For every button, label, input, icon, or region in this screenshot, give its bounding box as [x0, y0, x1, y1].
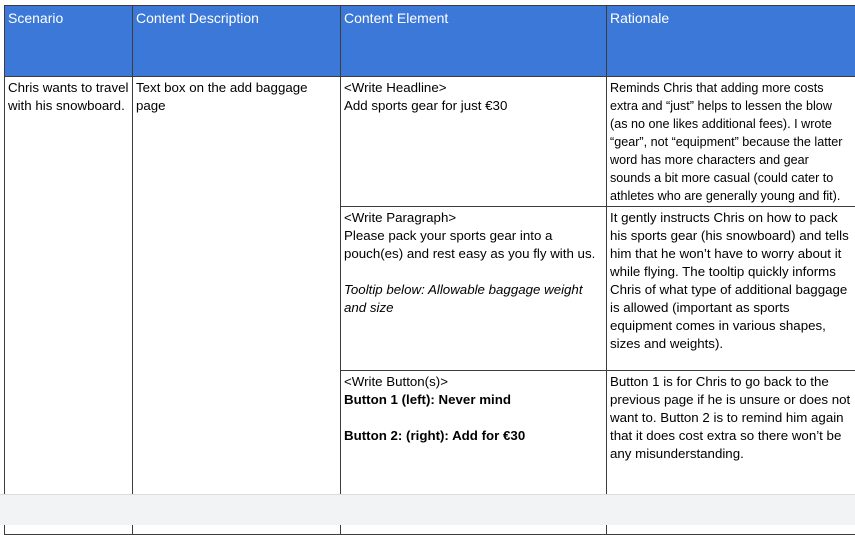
button-1-text: Button 1 (left): Never mind	[344, 391, 603, 409]
element-text: Please pack your sports gear into a pouch(es) and rest easy as you fly with us.	[344, 227, 603, 263]
content-description-cell[interactable]: Text box on the add baggage page	[133, 77, 341, 535]
button-2-text: Button 2: (right): Add for €30	[344, 427, 603, 445]
element-tag: <Write Button(s)>	[344, 373, 603, 391]
table-row	[5, 77, 855, 207]
header-content-element[interactable]: Content Element	[341, 6, 607, 77]
rationale-cell-paragraph[interactable]: It gently instructs Chris on how to pack his sports gear (his snowboard) and tells him that he won’t have to worry about it while flying. The tooltip quickly informs Chris of what type of additional baggage is allowed (important as sports equipment comes in various shapes, sizes and weights).	[607, 207, 855, 371]
content-table	[4, 5, 855, 535]
header-row	[5, 6, 855, 77]
header-content-description[interactable]: Content Description	[133, 6, 341, 77]
element-cell-headline[interactable]	[341, 77, 607, 207]
header-scenario[interactable]: Scenario	[5, 6, 133, 77]
element-cell-buttons[interactable]	[341, 371, 607, 504]
element-cell-paragraph[interactable]	[341, 207, 607, 371]
rationale-cell-buttons[interactable]: Button 1 is for Chris to go back to the previous page if he is unsure or does not want to. Button 2 is to remind him again that it does cost extra so there won’t be any misunderstanding.	[607, 371, 855, 504]
header-rationale[interactable]: Rationale	[607, 6, 855, 77]
scenario-cell[interactable]: Chris wants to travel with his snowboard.	[5, 77, 133, 535]
rationale-cell-headline[interactable]: Reminds Chris that adding more costs extra and “just” helps to lessen the blow (as no one likes additional fees). I wrote “gear”, not “equipment” because the latter word has more characters and gear sounds a bit more casual (could cater to athletes who are generally young and fit).	[607, 77, 855, 207]
bottom-toolbar	[0, 494, 855, 525]
element-tag: <Write Paragraph>	[344, 209, 603, 227]
element-tag: <Write Headline>	[344, 79, 603, 97]
tooltip-note: Tooltip below: Allowable baggage weight and size	[344, 281, 603, 317]
element-text: Add sports gear for just €30	[344, 97, 603, 115]
